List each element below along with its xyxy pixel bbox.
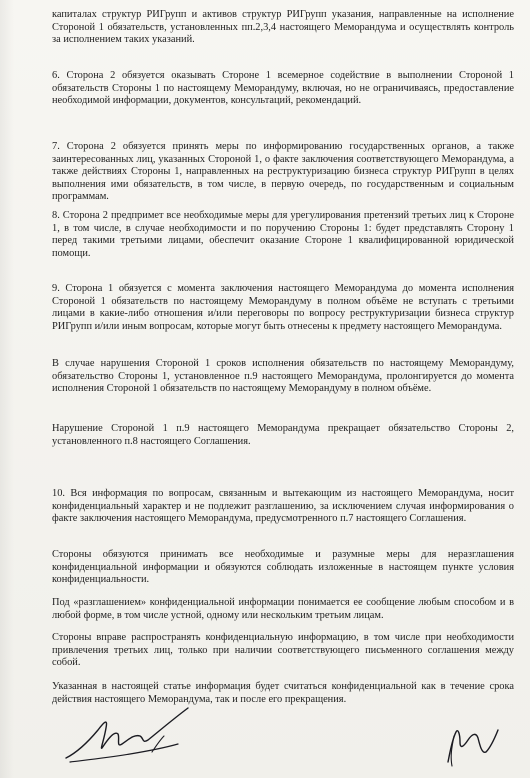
paragraph-clause-9: 9. Сторона 1 обязуется с момента заключения настоящего Меморандума до момента исполнения Стороной 1 обязательств по настоящему Меморандуму в полном объёме не вступать с третьими лицами в какие-либо отношения и/или переговоры по вопросу реструктуризации бизнеса структур РИГрупп и/или иным вопросам, которые могут быть отнесены к предмету настоящего Меморандума. [52,283,514,332]
paragraph-clause-6: 6. Сторона 2 обязуется оказывать Стороне 1 всемерное содействие в выполнении Стороной 1 обязательств Стороны 1 по настоящему Меморандуму, включая, но не ограничиваясь, предоставление необходимой информации, документов, консультаций, рекомендаций. [52,70,514,107]
paragraph-confidentiality-term: Указанная в настоящей статье информация будет считаться конфиденциальной как в течение срока действия настоящего Меморандума, так и после его прекращения. [52,681,514,705]
paragraph-clause-7: 7. Сторона 2 обязуется принять меры по информированию государственных органов, а также заинтересованных лиц, указанных Стороной 1, о факте заключения соответствующего Меморандума, а также действиях Стороны 1, направленных на реструктуризацию бизнеса структур РИГрупп в целях выполнения ими обязательств, в том числе, в первую очередь, по государственным и социальным программам. [52,141,514,203]
paragraph-clause-8: 8. Сторона 2 предпримет все необходимые меры для урегулирования претензий третьих лиц к Стороне 1, в том числе, в случае необходимости и по поручению Стороны 1: будет представлять Сторону 1 перед такими третьими лицами, обеспечит оказание Стороне 1 квалифицированной юридической помощи. [52,210,514,259]
signature-party-2 [440,718,510,773]
paragraph-continuation: капиталах структур РИГрупп и активов структур РИГрупп указания, направленные на исполнение Стороной 1 обязательств, установленных пп.2,3,4 настоящего Меморандума и осуществлять контроль за исполнением таких указаний. [52,9,514,46]
paragraph-confidentiality-measures: Стороны обязуются принимать все необходимые и разумные меры для неразглашения конфиденциальной информации и обязуются соблюдать изложенные в настоящем пункте условия конфиденциальности. [52,549,514,586]
paragraph-clause-9-violation: В случае нарушения Стороной 1 сроков исполнения обязательств по настоящему Меморандуму, обязательство Стороны 1, установленное п.9 настоящего Меморандума, пролонгируется до момента исполнения Стороной 1 обязательств по настоящему Меморандуму в полном объёме. [52,358,514,395]
paragraph-clause-9-termination: Нарушение Стороной 1 п.9 настоящего Меморандума прекращает обязательство Стороны 2, установленного п.8 настоящего Соглашения. [52,423,514,447]
paragraph-disclosure-definition: Под «разглашением» конфиденциальной информации понимается ее сообщение любым способом и в любой форме, в том числе устной, одному или нескольким третьим лицам. [52,597,514,621]
signature-party-1 [60,700,220,770]
paragraph-permitted-disclosure: Стороны вправе распространять конфиденциальную информацию, в том числе при необходимости привлечения третьих лиц, только при наличии соответствующего письменного соглашения между собой. [52,632,514,669]
paragraph-clause-10: 10. Вся информация по вопросам, связанным и вытекающим из настоящего Меморандума, носит конфиденциальный характер и не подлежит разглашению, за исключением случая информирования о факте заключения настоящего Меморандума, предусмотренного п.7 настоящего Соглашения. [52,488,514,525]
